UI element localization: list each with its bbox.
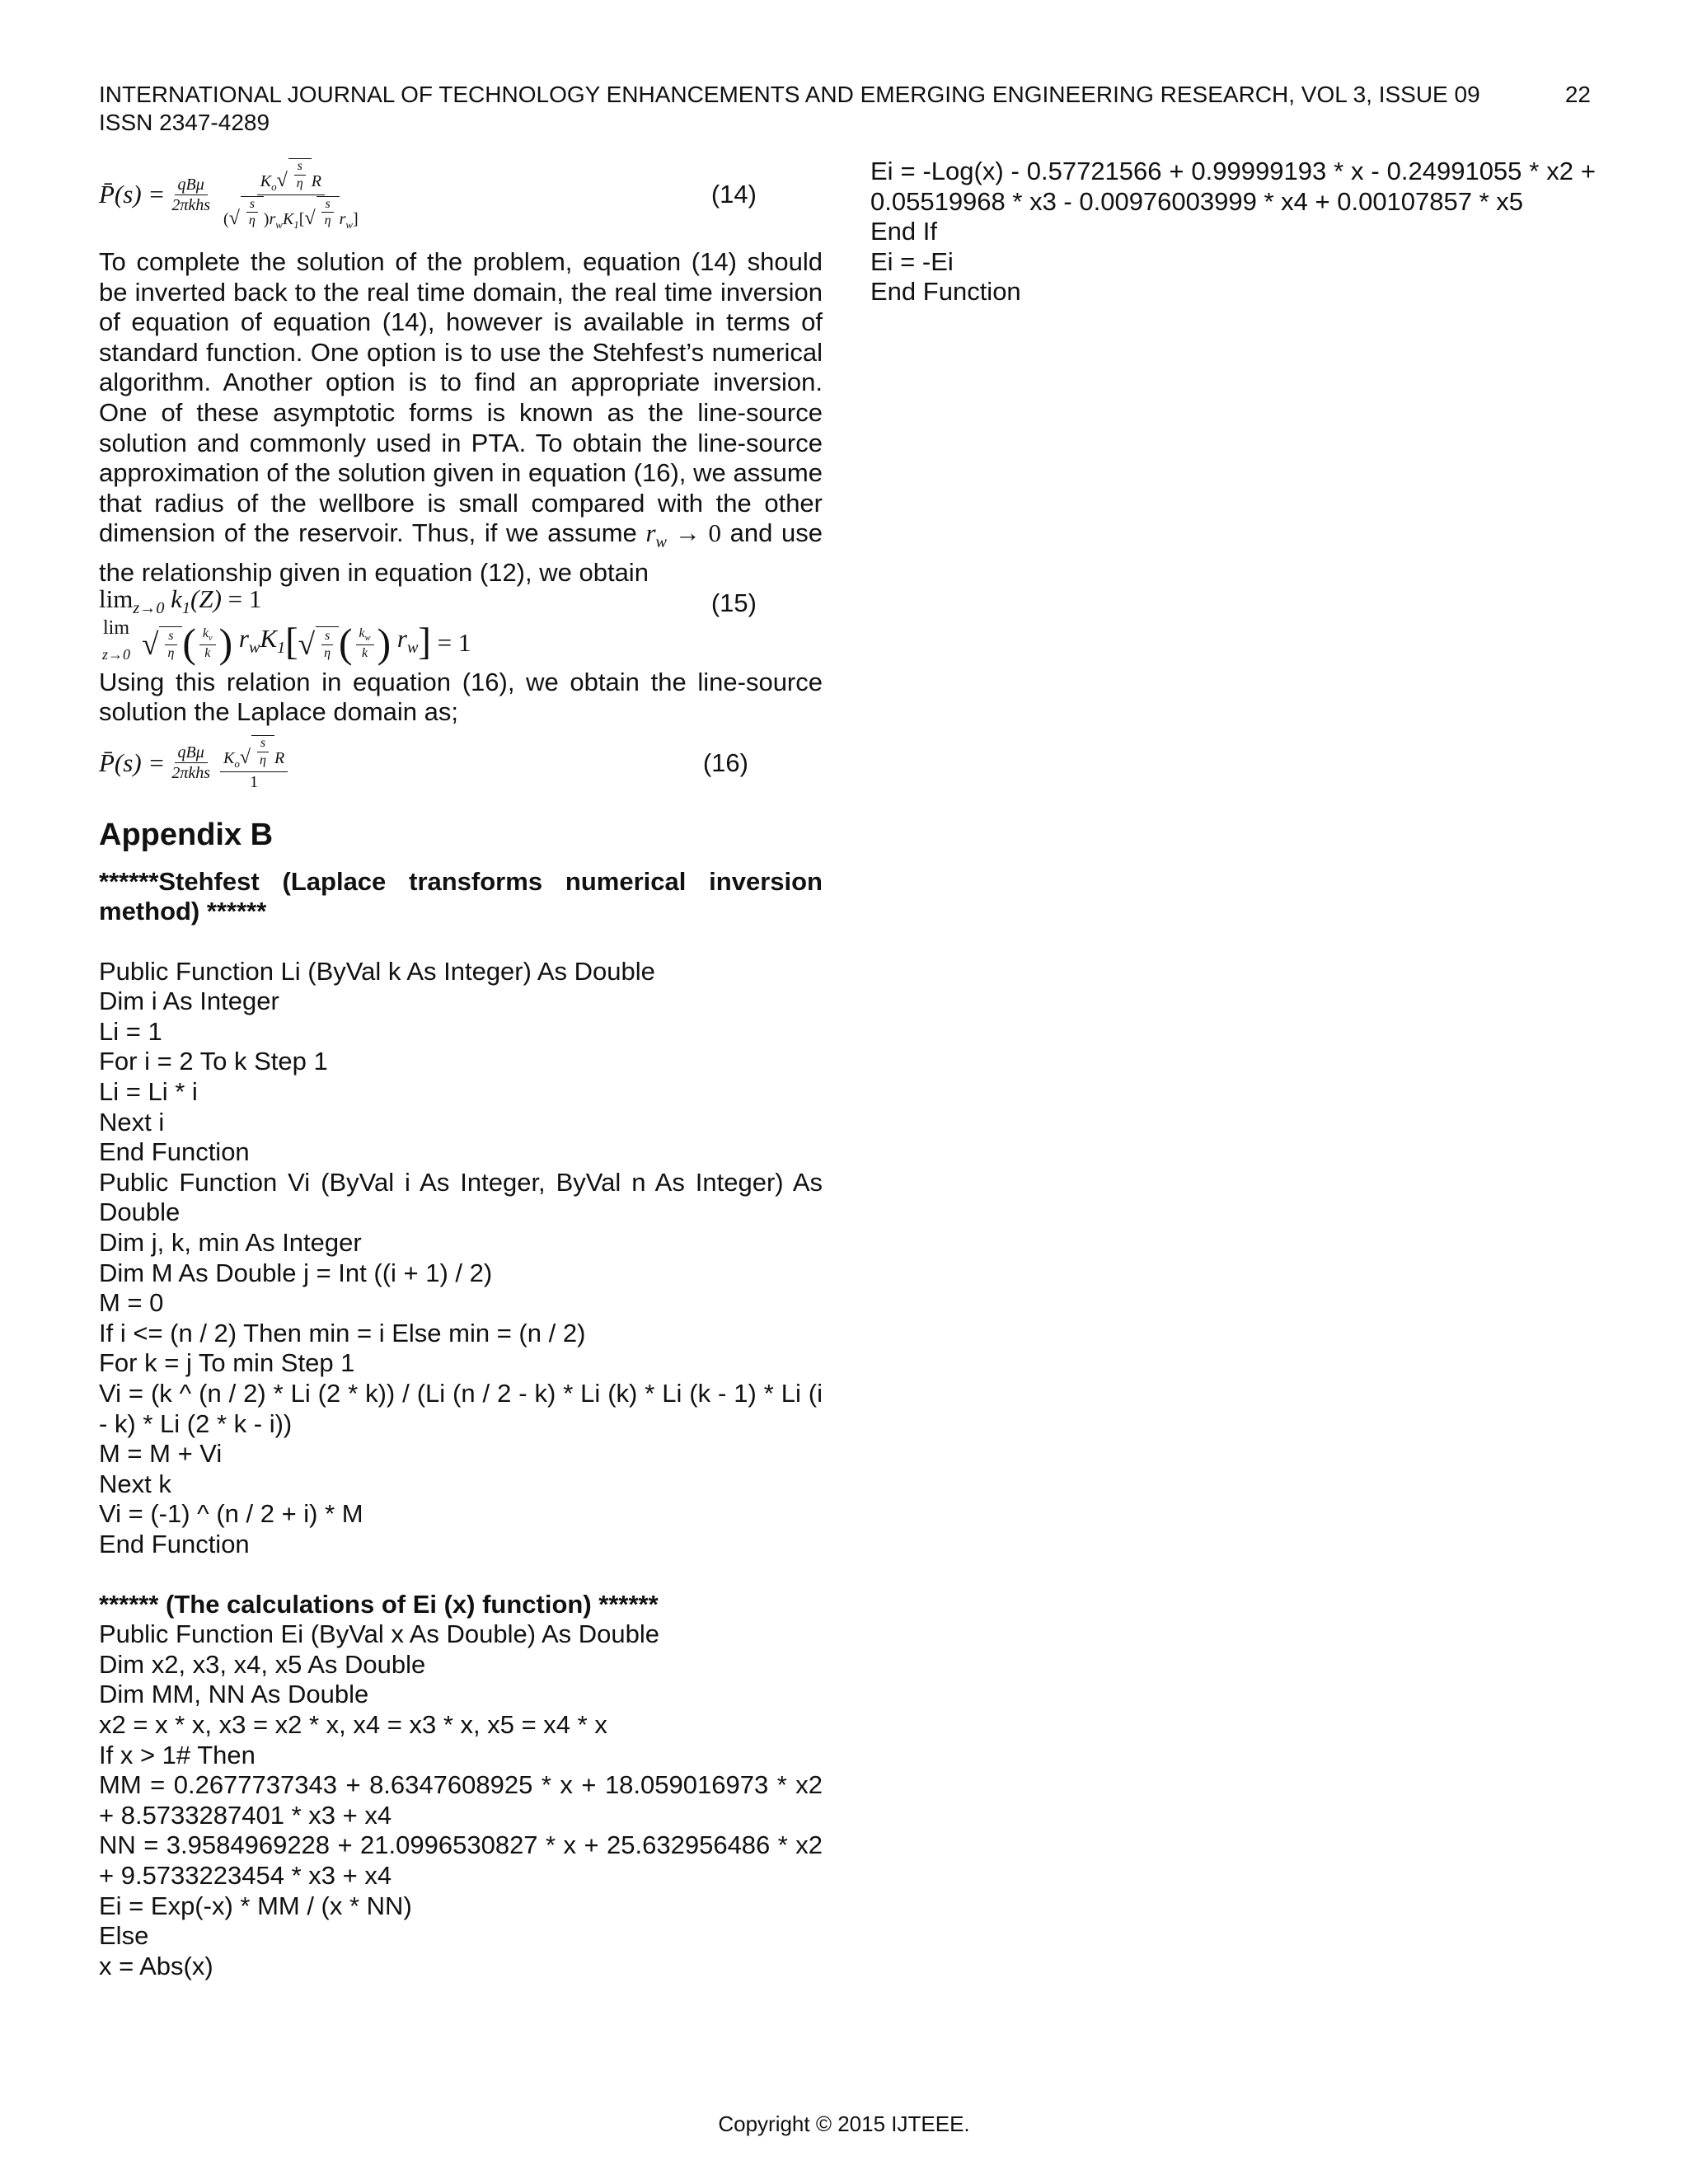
left-column — [99, 157, 823, 1981]
code-line: If x > 1# Then — [99, 1740, 256, 1769]
code-line: Public Function Vi (ByVal i As Integer, ByVal n As Integer) As Double — [99, 1167, 823, 1227]
code-line: Public Function Ei (ByVal x As Double) As Double — [99, 1619, 660, 1649]
equation-number: (14) — [710, 179, 757, 209]
code-line: End Function — [870, 277, 1021, 307]
code-line: M = M + Vi — [99, 1439, 223, 1469]
code-line: End Function — [99, 1529, 250, 1558]
code-line: Dim MM, NN As Double — [99, 1680, 369, 1709]
code-line: For i = 2 To k Step 1 — [99, 1047, 328, 1076]
code-line: Li = 1 — [99, 1016, 162, 1046]
code-line: Ei = -Log(x) - 0.57721566 + 0.99999193 * x - 0.24991055 * x2 + 0.05519968 * x3 - 0.00976003999 * x4 + 0.00107857 * x5 — [870, 157, 1596, 216]
code-line: Ei = -Ei — [870, 246, 954, 276]
equation-number: (16) — [702, 748, 748, 777]
equation-15: $\lim_{z\to 0} k_1(Z) = 1$ (15) — [99, 583, 757, 618]
body-paragraph: Using this relation in equation (16), we obtain the line-source solution the Laplace domain as; — [99, 667, 823, 727]
code-line: If i <= (n / 2) Then min = i Else min = (n / 2) — [99, 1318, 586, 1347]
body-paragraph: To complete the solution of the problem, equation (14) should be inverted back to the real time domain, the real time inversion of equation of equation (14), however is available in terms of standard function. One option is to use the Stehfest’s numerical algorithm. Another option is to find an appropriate inversion. One of these asymptotic forms is known as the line-source solution and commonly used in PTA. To obtain the line-source approximation of the solution given in equation (16), we assume that radius of the wellbore is small compared with the other dimension of the reservoir. Thus, if we assume $r_w \to 0$ and use the relationship given in equation (12), we obtain — [99, 247, 823, 588]
code-line: Else — [99, 1921, 149, 1951]
appendix-title: Appendix B — [99, 817, 274, 852]
code-line: Dim x2, x3, x4, x5 As Double — [99, 1649, 426, 1679]
code-line: Li = Li * i — [99, 1077, 198, 1107]
footer-copyright: Copyright © 2015 IJTEEE. — [718, 2111, 970, 2136]
equation-15-limit: lim z→0 √ $\frac{s}{\eta}$ ( $\frac{k_v}{k}$ ) $r_wK_1$ [ √ $\frac{s}{\eta}$ ( $\frac{k_w}{k}$ ) $r_w$ ] = 1 — [102, 617, 471, 666]
equation-14: P̄(s) = $\frac{\text{qBμ}}{\text{2πkhs}}$ $K_o$ √ $\frac{s}{\eta}$ R ( √ $\frac{s}{\eta}$ )$r_wK_1$[ √ $\frac{s}{\eta}$ $r_w$] (14) — [99, 159, 757, 231]
code-line: M = 0 — [99, 1288, 164, 1318]
code-line: Dim j, k, min As Integer — [99, 1228, 362, 1258]
code-block-vi — [99, 1168, 823, 1560]
code-line: Next i — [99, 1107, 165, 1137]
stehfest-heading: ******Stehfest (Laplace transforms numerical inversion method) ****** — [99, 866, 823, 926]
code-line: MM = 0.2677737343 + 8.6347608925 * x + 18.059016973 * x2 + 8.5733287401 * x3 + x4 — [99, 1770, 823, 1830]
code-line: Vi = (-1) ^ (n / 2 + i) * M — [99, 1499, 363, 1529]
code-line: NN = 3.9584969228 + 21.0996530827 * x + 25.632956486 * x2 + 9.5733223454 * x3 + x4 — [99, 1830, 823, 1890]
equation-number: (15) — [710, 588, 757, 618]
equation-16: P̄(s) = $\frac{\text{qBμ}}{\text{2πkhs}}$ $K_o$ √ $\frac{s}{\eta}$ R 1 (16) — [99, 736, 748, 791]
code-line: Dim M As Double j = Int ((i + 1) / 2) — [99, 1258, 493, 1287]
code-block-li — [99, 957, 823, 1168]
code-line: Next k — [99, 1469, 171, 1498]
issn: ISSN 2347-4289 — [99, 110, 270, 135]
code-line: Public Function Li (ByVal k As Integer) As Double — [99, 956, 655, 986]
journal-title: INTERNATIONAL JOURNAL OF TECHNOLOGY ENHANCEMENTS AND EMERGING ENGINEERING RESEARCH, VOL 3, ISSUE 09 — [99, 82, 1480, 107]
code-line: x = Abs(x) — [99, 1951, 213, 1980]
code-line: Vi = (k ^ (n / 2) * Li (2 * k)) / (Li (n / 2 - k) * Li (k) * Li (k - 1) * Li (i - k) * Li (2 * k - i)) — [99, 1379, 823, 1438]
code-block-ei — [99, 1619, 823, 1981]
code-line: x2 = x * x, x3 = x2 * x, x4 = x3 * x, x5 = x4 * x — [99, 1709, 607, 1739]
code-line: Ei = Exp(-x) * MM / (x * NN) — [99, 1891, 412, 1920]
page-header — [99, 81, 1591, 137]
page-number: 22 — [1564, 82, 1591, 107]
ei-heading: ****** (The calculations of Ei (x) function) ****** — [99, 1589, 659, 1619]
code-line: End If — [870, 217, 937, 246]
code-line: Dim i As Integer — [99, 987, 279, 1016]
code-line: For k = j To min Step 1 — [99, 1348, 355, 1378]
code-line: End Function — [99, 1137, 250, 1167]
right-column — [870, 157, 1596, 307]
